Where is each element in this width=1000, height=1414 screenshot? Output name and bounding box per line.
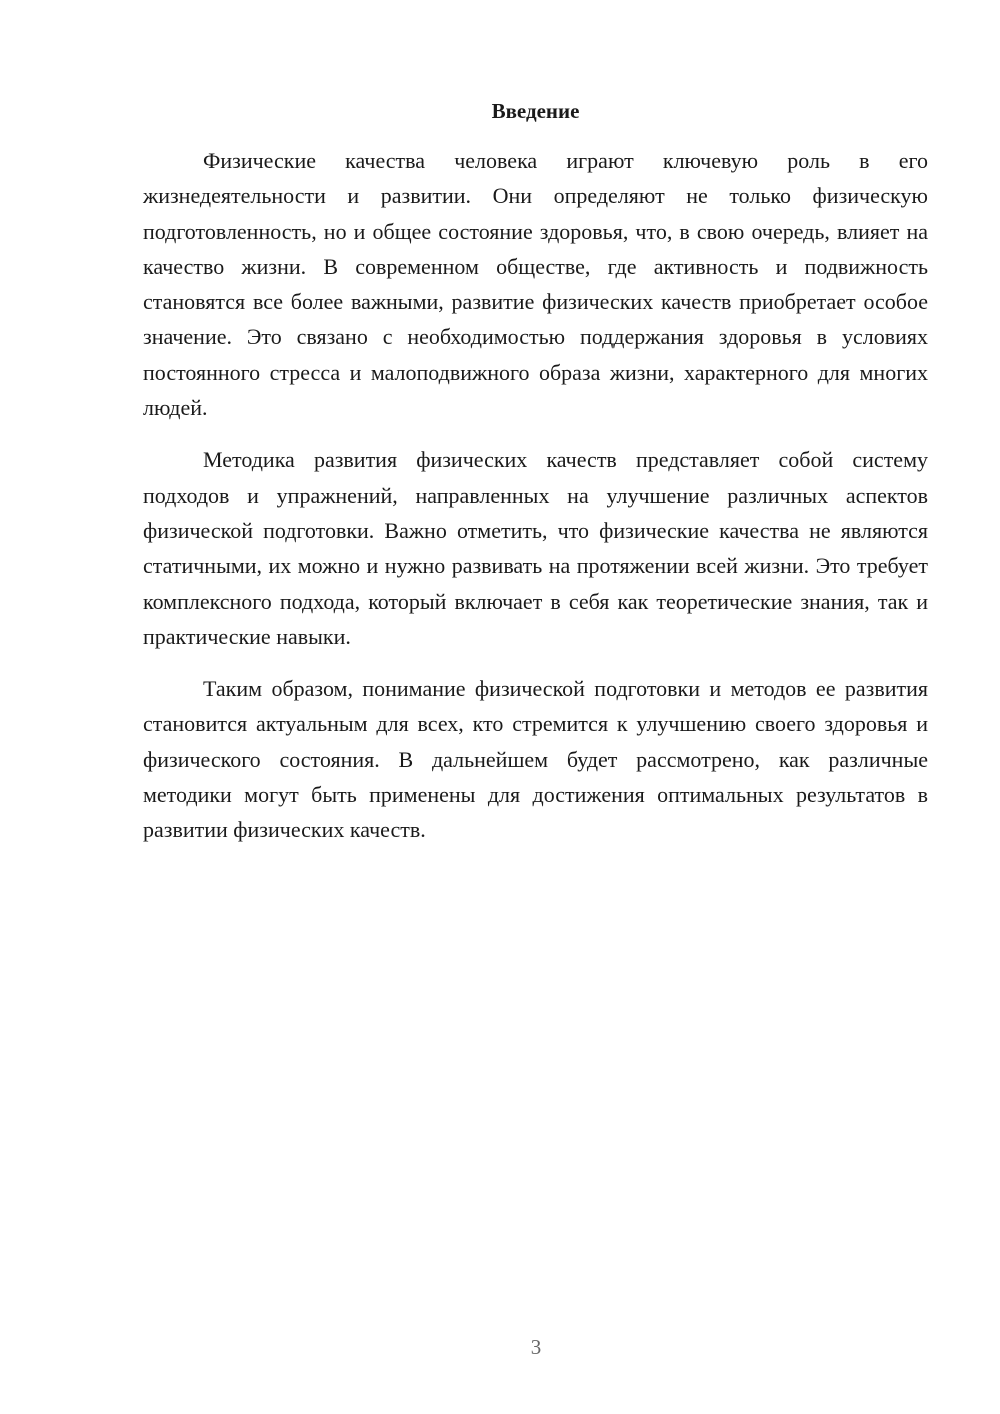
paragraph-3: Таким образом, понимание физической подготовки и методов ее развития становится актуальным для всех, кто стремится к улучшению своего здоровья и физического состояния. В дальнейшем будет рассмотрено, как различные методики могут быть применены для достижения оптимальных результатов в развитии физических качеств. bbox=[143, 676, 928, 843]
paragraph-1: Физические качества человека играют ключевую роль в его жизнедеятельности и развитии. Они определяют не только физическую подготовленность, но и общее состояние здоровья, что, в свою очередь, влияет на качество жизни. В современном обществе, где активность и подвижность становятся все более важными, развитие физических качеств приобретает особое значение. Это связано с необходимостью поддержания здоровья в условиях постоянного стресса и малоподвижного образа жизни, характерного для многих людей. bbox=[143, 148, 928, 421]
paragraph-2: Методика развития физических качеств представляет собой систему подходов и упражнений, направленных на улучшение различных аспектов физической подготовки. Важно отметить, что физические качества не являются статичными, их можно и нужно развивать на протяжении всей жизни. Это требует комплексного подхода, который включает в себя как теоретические знания, так и практические навыки. bbox=[143, 447, 928, 649]
page-content bbox=[143, 96, 928, 865]
section-heading: Введение bbox=[491, 99, 580, 123]
page-number: 3 bbox=[530, 1335, 542, 1359]
